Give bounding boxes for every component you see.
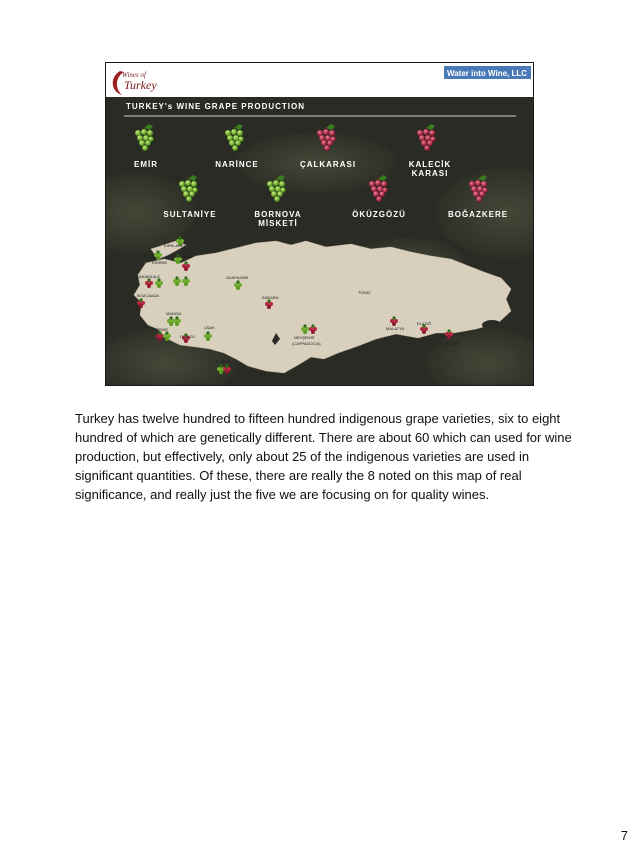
variety-label-kalecik: KALECİK xyxy=(408,160,452,169)
city-label: (CAPPADOCIA) xyxy=(292,341,321,346)
city-label: UŞAK xyxy=(204,325,215,330)
city-label: BOZCAADA xyxy=(137,293,160,298)
slide-image xyxy=(105,62,534,386)
logo-line1: Wines of xyxy=(122,71,146,79)
variety-label-sultaniye: SULTANİYE xyxy=(163,210,217,219)
variety-label-narince: NARİNCE xyxy=(215,160,259,169)
variety-label-bogazkere: BOĞAZKERE xyxy=(447,210,509,219)
city-label: IZMIR xyxy=(157,327,168,332)
city-label: DIYARBAKIR xyxy=(435,341,459,346)
variety-label-calkarasi: ÇALKARASI xyxy=(299,160,357,169)
variety-label-emir: EMİR xyxy=(134,160,158,169)
slide-heading: TURKEY's WINE GRAPE PRODUCTION xyxy=(126,102,306,111)
city-label: EDIRNE xyxy=(152,260,168,265)
city-label: ÇANAKKALE xyxy=(136,274,161,279)
city-label: ELMALI xyxy=(216,359,231,364)
city-label: ANKARA xyxy=(262,295,279,300)
city-label: KIRKLARELI xyxy=(164,243,188,248)
page-number: 7 xyxy=(620,828,628,843)
slide-graphic xyxy=(106,63,533,385)
variety-label-misketi: MİSKETİ xyxy=(258,219,298,228)
variety-label-okuzgozu: ÖKÜZGÖZÜ xyxy=(352,210,406,219)
variety-label-karasi: KARASI xyxy=(411,169,449,178)
brand-text: Water into Wine, LLC xyxy=(446,69,528,78)
city-label: ADAPAZARI xyxy=(226,275,249,280)
city-label: NEVŞEHIR xyxy=(294,335,315,340)
variety-label-bornova: BORNOVA xyxy=(254,210,302,219)
lake-van xyxy=(482,320,502,330)
city-label: TOKAT xyxy=(358,290,371,295)
logo-line2: Turkey xyxy=(124,78,157,92)
city-label: ELAZIĞ xyxy=(417,321,432,326)
city-label: MALATYA xyxy=(386,326,405,331)
slide-notes-text: Turkey has twelve hundred to fifteen hundred indigenous grape varieties, six to eight hundred of which are genetically different. There are about 60 which can used for wine production, but effectively, only about 25 of the indigenous varieties are used in significant quantities. Of these, there are really the 8 noted on this map of real significance, and really just the five we are focusing on for quality wines. xyxy=(75,411,572,502)
city-label: DENIZLI xyxy=(180,334,196,339)
city-label: TEKIRDAG xyxy=(172,254,193,259)
city-label: MANISA xyxy=(166,311,182,316)
